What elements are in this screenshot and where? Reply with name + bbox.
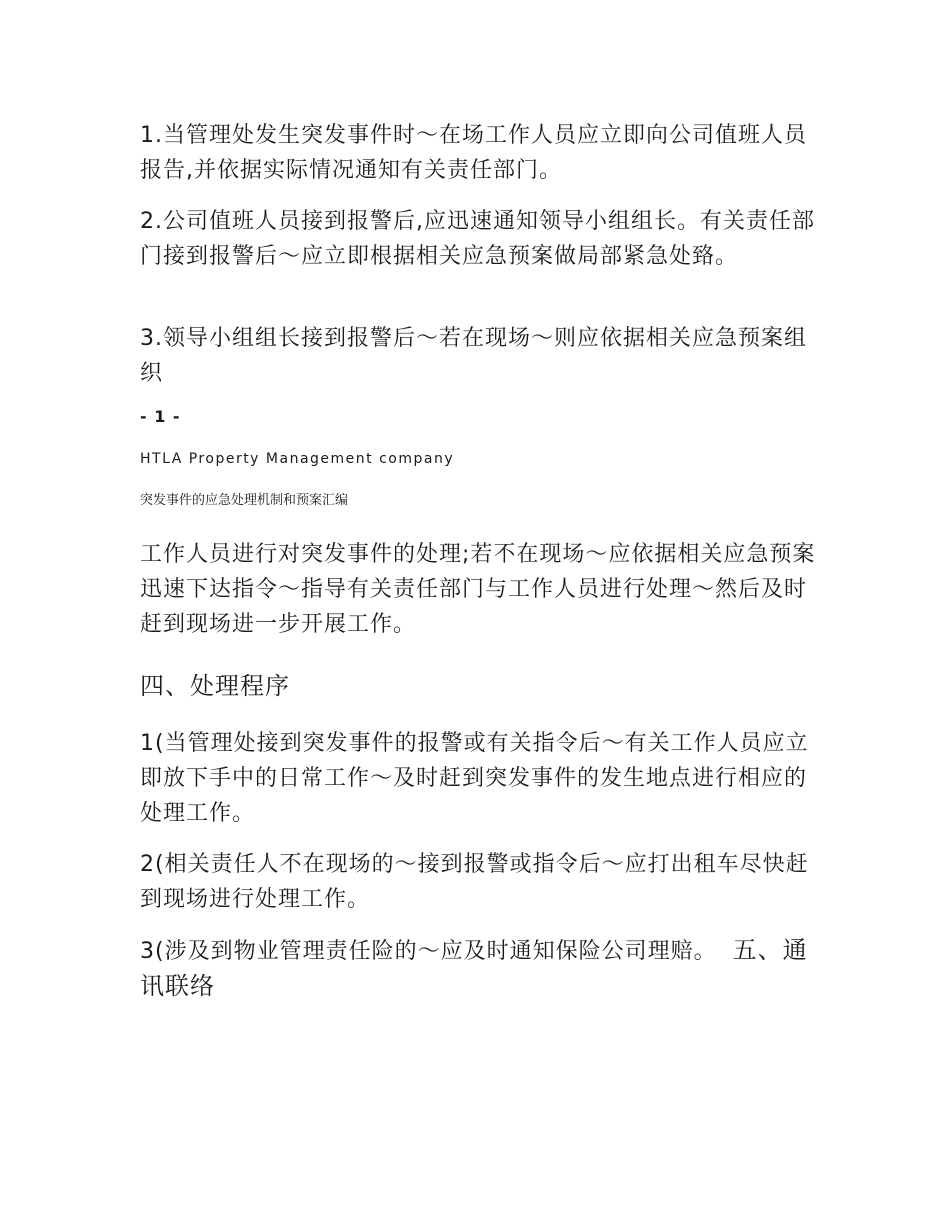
document-title: 突发事件的应急处理机制和预案汇编 <box>140 493 349 508</box>
page-number: - 1 - <box>140 407 181 426</box>
paragraph-duty-notification: 2.公司值班人员接到报警后,应迅速通知领导小组组长。有关责任部门接到报警后～应立即根据相关应急预案做局部紧急处臵。 <box>140 209 815 269</box>
paragraph-procedure-1: 1(当管理处接到突发事件的报警或有关指令后～有关工作人员应立即放下手中的日常工作～及时赶到突发事件的发生地点进行相应的处理工作。 <box>140 731 809 826</box>
section-heading-procedure: 四、处理程序 <box>140 672 290 700</box>
document-body <box>140 118 820 1005</box>
paragraph-procedure-3-text: 3(涉及到物业管理责任险的～应及时通知保险公司理赔。 <box>140 939 717 964</box>
company-name: HTLA Property Management company <box>140 451 455 467</box>
paragraph-procedure-3 <box>140 933 820 1005</box>
section-heading-communication: 五、通讯联络 <box>140 936 808 1000</box>
paragraph-leader-response-continued: 工作人员进行对突发事件的处理;若不在现场～应依据相关应急预案迅速下达指令～指导有关责任部门与工作人员进行处理～然后及时赶到现场进一步开展工作。 <box>140 542 816 637</box>
paragraph-procedure-2: 2(相关责任人不在现场的～接到报警或指令后～应打出租车尽快赶到现场进行处理工作。 <box>140 852 809 912</box>
paragraph-leader-response: 3.领导小组组长接到报警后～若在现场～则应依据相关应急预案组织 <box>140 326 807 386</box>
paragraph-report-procedure: 1.当管理处发生突发事件时～在场工作人员应立即向公司值班人员报告,并依据实际情况通知有关责任部门。 <box>140 123 807 183</box>
